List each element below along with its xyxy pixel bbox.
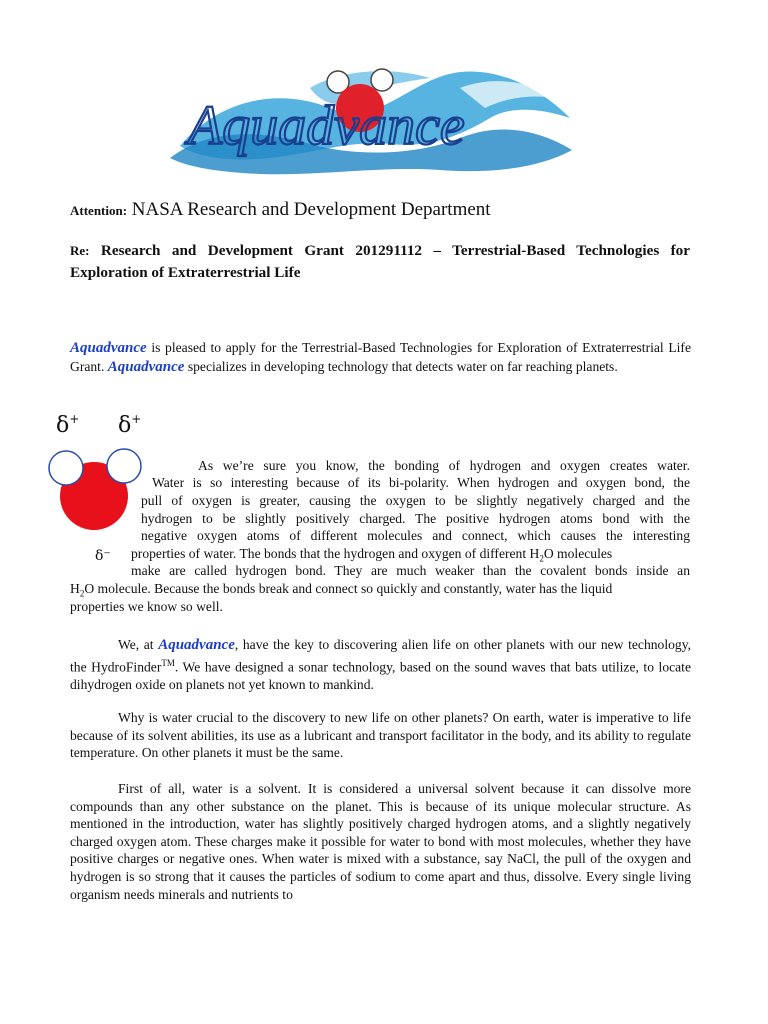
brand-name: Aquadvance	[70, 340, 147, 356]
brand-name: Aquadvance	[107, 358, 185, 375]
hydrogen-atom	[107, 449, 141, 483]
logo-wordmark: Aquadvance	[188, 95, 465, 157]
subject-text: Research and Development Grant 201291112 – Terrestrial-Based Technologies for Exploration of Extraterrestrial Life	[70, 242, 691, 281]
bonding-line: make are called hydrogen bond. They are much weaker than the covalent bonds inside an	[131, 563, 690, 578]
bonding-line: $H_2O$ molecule. Because the bonds break and connect so quickly and constantly, water has the liquid	[70, 581, 613, 599]
delta-plus-label: δ+	[56, 412, 80, 438]
water-molecule-diagram	[44, 448, 148, 538]
attention-recipient: NASA Research and Development Department	[131, 199, 491, 220]
hydrofinder-paragraph: We, at Aquadvance, have the key to discovering alien life on other planets with our new technology, the HydroFinder™. We have designed a sonar technology, based on the sound waves that bats utilize, to locate dihydrogen oxide on planets not yet known to mankind.	[70, 637, 692, 692]
bonding-line: properties we know so well.	[70, 599, 223, 614]
wave-logo-graphic	[160, 58, 580, 178]
bonding-line: hydrogen to be slightly positively charged. The positive hydrogen atoms bond with the	[141, 511, 690, 526]
bonding-line: negative oxygen atoms of different molecules and connect, which causes the interesting	[141, 528, 690, 543]
subject-line	[70, 240, 690, 284]
brand-name: Aquadvance	[158, 637, 235, 653]
bonding-line: properties of water. The bonds that the hydrogen and oxygen of different $H_2O$ molecules	[131, 546, 613, 564]
bonding-line: Water is so interesting because of its bi-polarity. When hydrogen and oxygen bond, the	[152, 475, 690, 490]
intro-text-1: is pleased to apply for the Terrestrial-Based Technologies for Exploration of Extraterrestrial Life Grant.	[70, 340, 691, 374]
delta-plus-label: δ+	[118, 412, 142, 438]
solvent-paragraph: First of all, water is a solvent. It is considered a universal solvent because it can dissolve more compounds than any other substance on the planet. This is because of its unique molecular structure. As mentioned in the introduction, water has slightly positively charged hydrogen atoms, and a slightly negatively charged oxygen atom. These charges make it possible for water to bond with most molecules, whether they have positive charges or negative ones. When water is mixed with a substance, say NaCl, the pull of the oxygen and hydrogen is so strong that it causes the particles of sodium to come apart and thus, dissolve. Every single living organism needs minerals and nutrients to	[70, 781, 691, 902]
hydrogen-atom	[49, 451, 83, 485]
bonding-line: pull of oxygen is greater, causing the oxygen to be slightly negatively charged and the	[141, 493, 690, 508]
intro-paragraph	[70, 339, 691, 376]
attention-line	[70, 199, 491, 221]
delta-minus-label: δ⁻	[95, 548, 111, 564]
attention-label: Attention:	[70, 203, 128, 218]
aquadvance-logo	[160, 58, 580, 178]
bonding-line: As we’re sure you know, the bonding of hydrogen and oxygen creates water.	[198, 458, 690, 473]
intro-text-2: specializes in developing technology that detects water on far reaching planets.	[184, 358, 618, 374]
re-label: Re:	[70, 243, 90, 258]
why-water-paragraph: Why is water crucial to the discovery to new life on other planets? On earth, water is imperative to life because of its solvent abilities, its use as a lubricant and transport facilitator in the body, and its ability to regulate temperature. On other planets it must be the same.	[70, 710, 691, 761]
